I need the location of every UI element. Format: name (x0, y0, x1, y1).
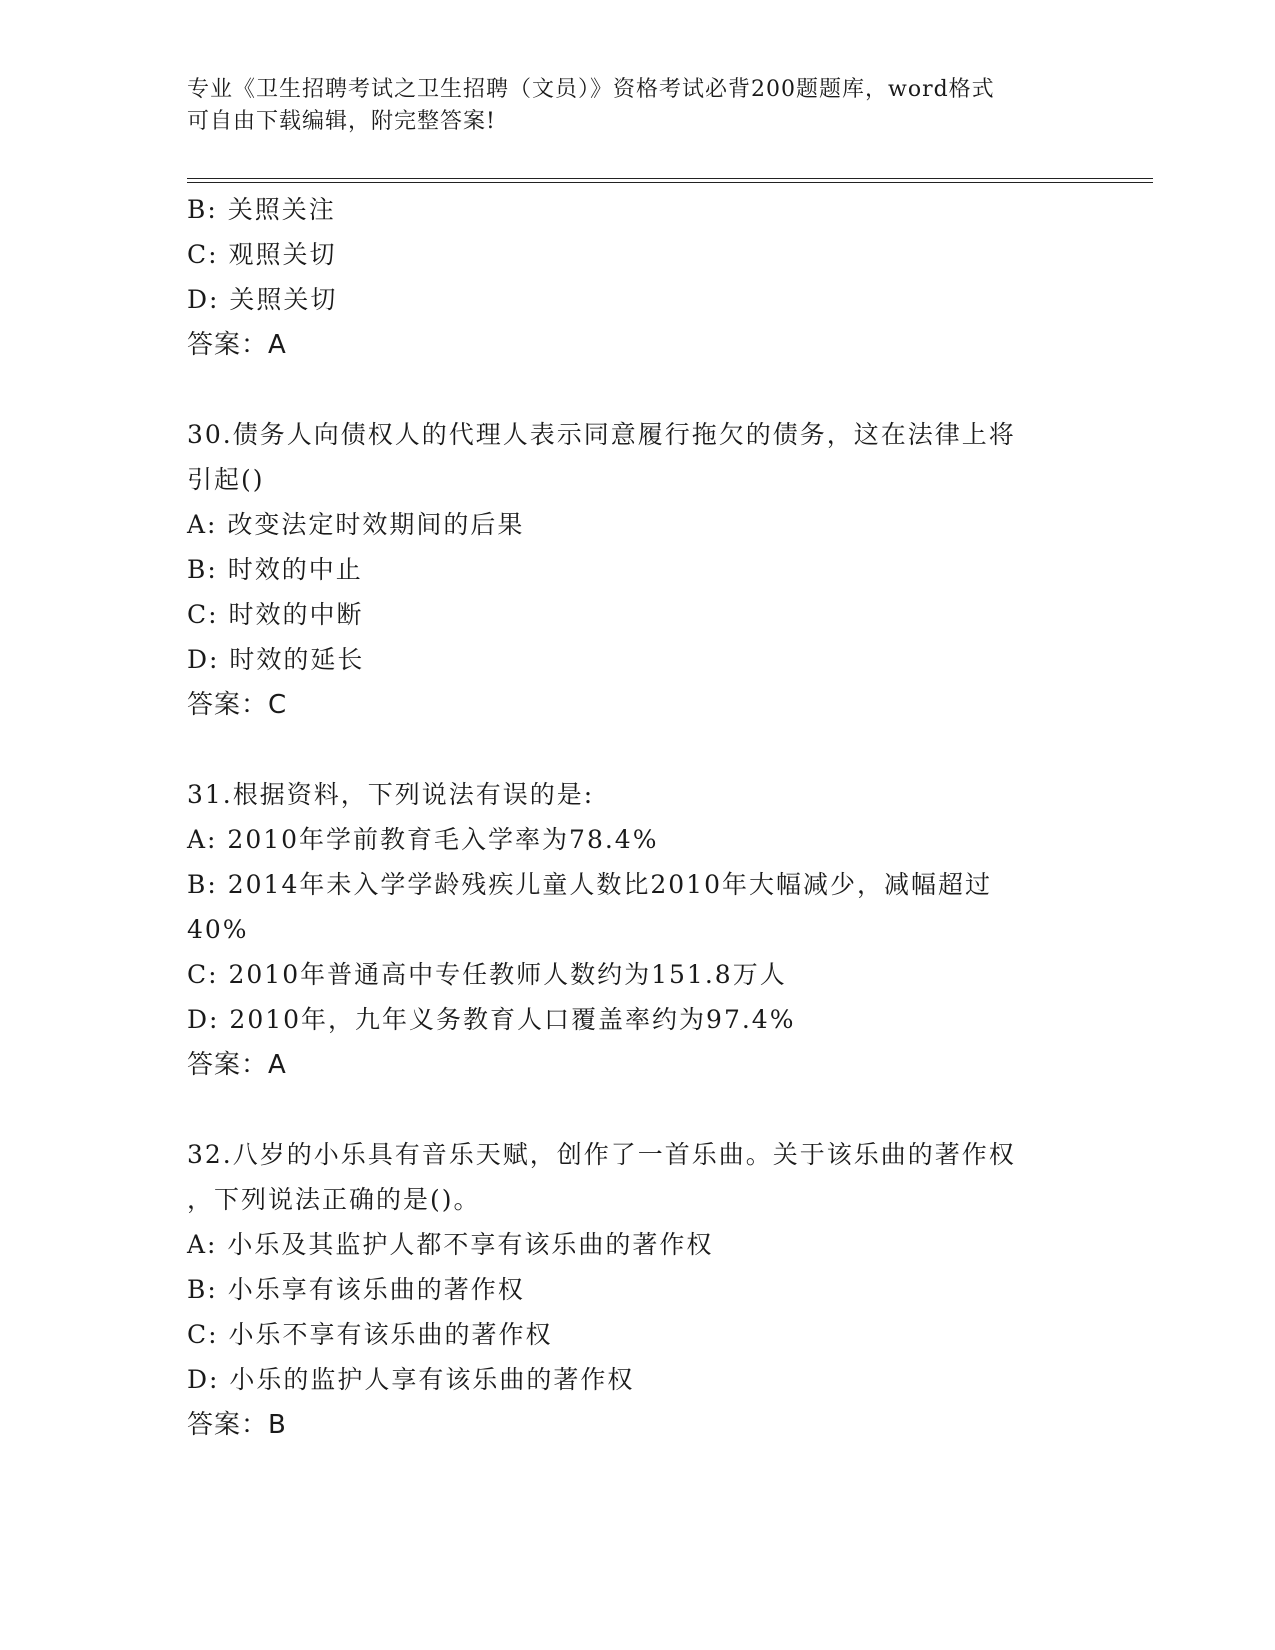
q32-answer: 答案：B (187, 1410, 287, 1440)
q31-stem-line-1: 31.根据资料，下列说法有误的是: (187, 780, 595, 809)
q30-option-d: D: 时效的延长 (187, 645, 365, 674)
q32-option-d: D: 小乐的监护人享有该乐曲的著作权 (187, 1365, 635, 1394)
header-divider-top (187, 178, 1153, 179)
q32-option-a: A: 小乐及其监护人都不享有该乐曲的著作权 (187, 1230, 714, 1259)
header-line-2: 可自由下载编辑，附完整答案! (187, 109, 496, 134)
document-header (187, 74, 1067, 138)
q32-stem-line-1: 32.八岁的小乐具有音乐天赋，创作了一首乐曲。关于该乐曲的著作权 (187, 1140, 1016, 1169)
q31-option-c: C: 2010年普通高中专任教师人数约为151.8万人 (187, 960, 787, 989)
q30-stem-line-2: 引起() (187, 465, 265, 494)
q32-option-c: C: 小乐不享有该乐曲的著作权 (187, 1320, 553, 1349)
header-line-1: 专业《卫生招聘考试之卫生招聘（文员）》资格考试必背200题题库，word格式 (187, 77, 995, 102)
q31-option-d: D: 2010年，九年义务教育人口覆盖率约为97.4% (187, 1005, 796, 1034)
q32-stem-line-2: ，下列说法正确的是()。 (187, 1185, 481, 1214)
q31-option-b: B: 2014年未入学学龄残疾儿童人数比2010年大幅减少，减幅超过 (187, 870, 992, 899)
q30-option-a: A: 改变法定时效期间的后果 (187, 510, 525, 539)
q30-stem-line-1: 30.债务人向债权人的代理人表示同意履行拖欠的债务，这在法律上将 (187, 420, 1016, 449)
header-divider-bottom (187, 182, 1153, 183)
q31-option-b-cont: 40% (187, 915, 249, 944)
prev-option-d: D: 关照关切 (187, 285, 338, 314)
prev-option-c: C: 观照关切 (187, 240, 337, 269)
q31-answer: 答案：A (187, 1050, 287, 1080)
q30-option-c: C: 时效的中断 (187, 600, 364, 629)
q30-option-b: B: 时效的中止 (187, 555, 363, 584)
q30-answer: 答案：C (187, 690, 288, 720)
prev-answer: 答案：A (187, 330, 287, 360)
q32-option-b: B: 小乐享有该乐曲的著作权 (187, 1275, 525, 1304)
prev-option-b: B: 关照关注 (187, 195, 336, 224)
q31-option-a: A: 2010年学前教育毛入学率为78.4% (187, 825, 659, 854)
